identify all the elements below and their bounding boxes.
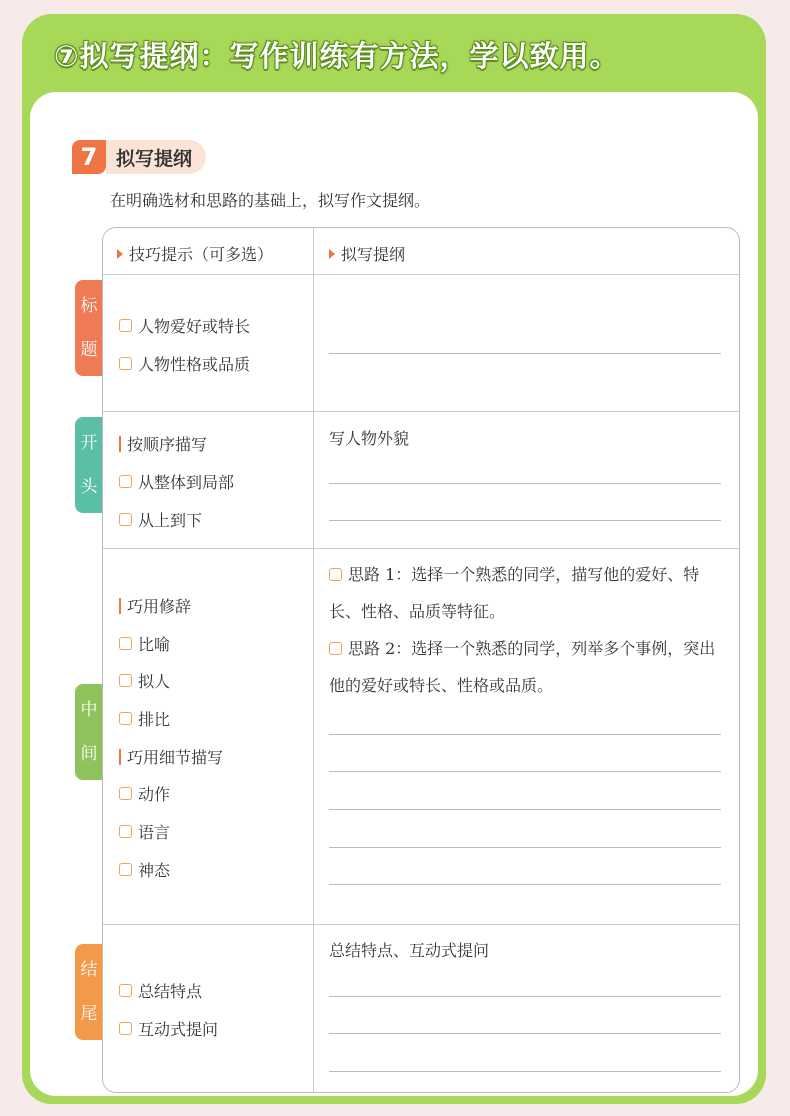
option-character[interactable]	[119, 352, 250, 375]
option-summary[interactable]	[119, 979, 202, 1002]
tab-title-char1: 标	[80, 296, 98, 316]
checkbox-icon[interactable]	[329, 642, 342, 655]
option-label: 语言	[138, 823, 171, 842]
writing-line[interactable]	[329, 884, 721, 885]
option-label: 人物爱好或特长	[138, 317, 251, 336]
row-divider	[103, 924, 739, 925]
writing-line[interactable]	[329, 1071, 721, 1072]
tab-middle	[75, 684, 103, 780]
banner	[22, 14, 766, 94]
option-question[interactable]	[119, 1017, 218, 1040]
checkbox-icon[interactable]	[119, 319, 132, 332]
tab-title	[75, 280, 103, 376]
option-label: 拟人	[138, 672, 171, 691]
header-outline	[329, 242, 405, 265]
option-label: 总结特点	[138, 982, 203, 1001]
section-title: 拟写提纲	[106, 140, 206, 174]
option-label: 排比	[138, 710, 171, 729]
writing-line[interactable]	[329, 771, 721, 772]
section-number: 7	[72, 140, 106, 174]
checkbox-icon[interactable]	[119, 863, 132, 876]
heading-order	[119, 432, 207, 455]
writing-line[interactable]	[329, 809, 721, 810]
row-divider	[103, 274, 739, 275]
writing-line[interactable]	[329, 483, 721, 484]
idea-2[interactable]	[329, 630, 729, 704]
writing-line[interactable]	[329, 520, 721, 521]
option-label: 动作	[138, 785, 171, 804]
banner-title: ⑦拟写提纲：写作训练有方法，学以致用。	[54, 38, 620, 73]
option-parallelism[interactable]	[119, 707, 170, 730]
checkbox-icon[interactable]	[119, 825, 132, 838]
writing-line[interactable]	[329, 353, 721, 354]
tab-opening	[75, 417, 103, 513]
option-expression[interactable]	[119, 858, 170, 881]
tab-ending-char1: 结	[80, 960, 98, 980]
heading-label: 巧用修辞	[127, 597, 192, 616]
header-outline-label: 拟写提纲	[341, 245, 406, 264]
content-card	[30, 92, 758, 1096]
page-frame	[22, 14, 766, 1104]
tab-opening-char1: 开	[80, 433, 98, 453]
header-tips	[117, 242, 273, 265]
option-top-to-bottom[interactable]	[119, 508, 202, 531]
bar-icon	[119, 436, 121, 452]
column-divider	[313, 228, 314, 1092]
row-divider	[103, 548, 739, 549]
tab-middle-char2: 间	[80, 744, 98, 764]
outline-table	[102, 227, 740, 1093]
writing-line[interactable]	[329, 996, 721, 997]
checkbox-icon[interactable]	[119, 475, 132, 488]
idea-1-text: 思路 1：选择一个熟悉的同学，描写他的爱好、特长、性格、品质等特征。	[329, 565, 700, 621]
option-label: 互动式提问	[138, 1020, 219, 1039]
bar-icon	[119, 598, 121, 614]
heading-details	[119, 745, 223, 768]
option-hobby[interactable]	[119, 314, 250, 337]
section-header	[72, 140, 206, 174]
idea-1[interactable]	[329, 556, 729, 630]
checkbox-icon[interactable]	[119, 1022, 132, 1035]
header-tips-label: 技巧提示（可多选）	[129, 245, 274, 264]
option-label: 神态	[138, 861, 171, 880]
triangle-icon	[117, 249, 123, 259]
option-language[interactable]	[119, 820, 170, 843]
tab-ending	[75, 944, 103, 1040]
checkbox-icon[interactable]	[119, 637, 132, 650]
bar-icon	[119, 749, 121, 765]
checkbox-icon[interactable]	[119, 513, 132, 526]
checkbox-icon[interactable]	[119, 787, 132, 800]
option-label: 人物性格或品质	[138, 355, 251, 374]
option-whole-to-part[interactable]	[119, 470, 234, 493]
idea-2-text: 思路 2：选择一个熟悉的同学，列举多个事例，突出他的爱好或特长、性格或品质。	[329, 639, 716, 695]
option-label: 比喻	[138, 635, 171, 654]
ending-outline-text: 总结特点、互动式提问	[329, 941, 490, 960]
opening-outline-text: 写人物外貌	[329, 429, 410, 448]
tab-ending-char2: 尾	[80, 1004, 98, 1024]
option-label: 从整体到局部	[138, 473, 235, 492]
heading-label: 巧用细节描写	[127, 748, 224, 767]
writing-line[interactable]	[329, 847, 721, 848]
writing-line[interactable]	[329, 734, 721, 735]
option-action[interactable]	[119, 782, 170, 805]
checkbox-icon[interactable]	[119, 712, 132, 725]
heading-label: 按顺序描写	[127, 435, 208, 454]
triangle-icon	[329, 249, 335, 259]
checkbox-icon[interactable]	[329, 568, 342, 581]
row-divider	[103, 411, 739, 412]
writing-line[interactable]	[329, 1033, 721, 1034]
option-metaphor[interactable]	[119, 632, 170, 655]
option-personification[interactable]	[119, 669, 170, 692]
heading-rhetoric	[119, 594, 191, 617]
checkbox-icon[interactable]	[119, 674, 132, 687]
tab-middle-char1: 中	[80, 700, 98, 720]
checkbox-icon[interactable]	[119, 357, 132, 370]
intro-text: 在明确选材和思路的基础上，拟写作文提纲。	[110, 191, 431, 210]
option-label: 从上到下	[138, 511, 203, 530]
checkbox-icon[interactable]	[119, 984, 132, 997]
tab-opening-char2: 头	[80, 477, 98, 497]
tab-title-char2: 题	[80, 340, 98, 360]
